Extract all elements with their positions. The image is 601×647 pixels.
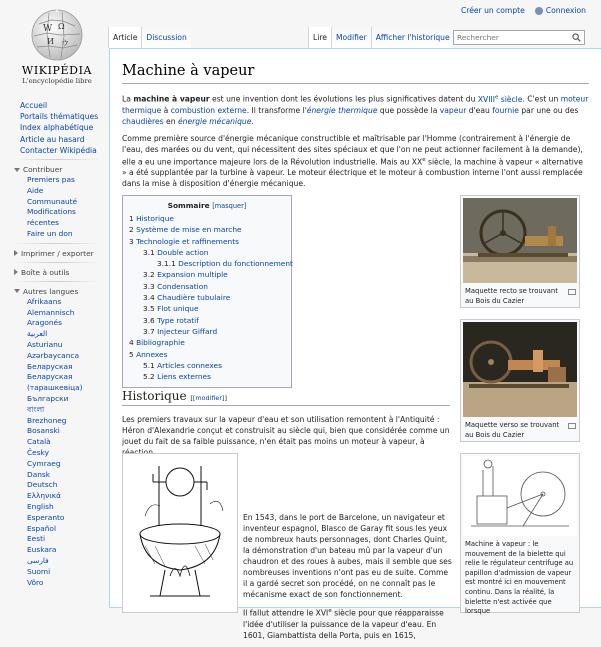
logo-wordmark: WIKIPÉDIA [21, 64, 93, 77]
personal-tools [461, 6, 586, 15]
sidebar [0, 100, 110, 588]
toc-entry[interactable] [129, 371, 285, 382]
portal-header-contribute[interactable] [0, 164, 110, 175]
aeolipile-illustration [125, 456, 235, 606]
toc-number: 5.2 [143, 372, 158, 382]
thumbnail-animation[interactable] [460, 453, 580, 616]
sidebar-language-link[interactable]: Võro [27, 577, 44, 587]
steam-engine-diagram [463, 456, 577, 536]
intro-paragraph-2: Comme première source d'énergie mécanique constructible et maîtrisable par l'Homme (contrairement à l'énergie de l'eau, des marées ou du vent, qui nécessitent des sites spéciaux et que l'on ne peut actionner facilement à la demande), elle a eu une importance majeure lors de la Révolution industrielle. Mais au XXe siècle, la machine à vapeur « alternative » a été supplantée par la turbine à vapeur. Le moteur électrique et le moteur à combustion interne l'ont aussi remplacée dans la mise à disposition d'énergie mécanique. [122, 133, 583, 189]
search-icon[interactable] [572, 33, 581, 42]
user-icon [535, 7, 543, 15]
sidebar-language-link[interactable]: Asturianu [27, 339, 63, 349]
tab-discussion-label: Discussion [146, 33, 187, 42]
sidebar-language-link[interactable]: Česky [27, 447, 49, 457]
svg-text:W: W [43, 24, 53, 34]
energie-mecanique-link[interactable]: énergie mécanique [177, 116, 252, 126]
sidebar-contribute-link[interactable]: Aide [27, 185, 44, 195]
svg-text:И: И [47, 37, 54, 46]
portal-label: Autres langues [23, 286, 79, 296]
sidebar-language-link[interactable]: العربية [27, 329, 48, 339]
sidebar-language-link[interactable]: Eesti [27, 534, 46, 544]
sidebar-language-link[interactable]: Беларуская [27, 361, 73, 371]
wikipedia-logo[interactable] [12, 6, 102, 85]
sidebar-language-link[interactable]: Alemannisch [27, 307, 75, 317]
history-body [243, 512, 453, 647]
sidebar-language-link[interactable]: Bosanski [27, 426, 60, 436]
sidebar-language-link[interactable]: Brezhoneg [27, 415, 67, 425]
expanded-chevron-icon [14, 289, 20, 293]
sidebar-contribute-link[interactable]: Faire un don [27, 229, 73, 238]
tab-article[interactable] [108, 27, 141, 48]
sidebar-nav-link[interactable]: Contacter Wikipédia [20, 145, 97, 155]
sidebar-language-link[interactable]: Dansk [27, 469, 51, 479]
wikipedia-globe-icon [29, 6, 85, 62]
heron-figure[interactable] [122, 453, 238, 613]
table-of-contents [122, 195, 292, 388]
sidebar-divider [14, 243, 100, 244]
toc-entry[interactable] [129, 269, 285, 280]
century-link[interactable]: XVIIIe siècle [477, 94, 523, 104]
toc-link[interactable]: Double action [157, 247, 209, 257]
toc-header [129, 201, 285, 210]
sidebar-divider [14, 159, 100, 160]
energie-thermique-link[interactable]: énergie thermique [306, 105, 378, 115]
page-title: Machine à vapeur [122, 63, 589, 84]
sidebar-nav-link[interactable]: Index alphabétique [20, 123, 94, 133]
toc-link[interactable]: Historique [136, 214, 174, 223]
toc-link[interactable]: Expansion multiple [157, 270, 228, 280]
toc-number: 2 [129, 225, 137, 235]
history-paragraph-3: Il fallut attendre le XVIe siècle pour que réapparaisse l'idée d'utiliser la puissance de la vapeur d'eau. En 1601, Giambattista della Porta, puis en 1615, [243, 608, 444, 640]
login-item[interactable] [535, 6, 586, 15]
tab-discussion[interactable] [141, 27, 190, 48]
toc-link[interactable]: Flot unique [157, 304, 199, 314]
toc-number: 3.2 [143, 270, 158, 280]
sidebar-contribute-link[interactable]: Modifications récentes [27, 207, 76, 228]
steam-engine-photo-verso [463, 322, 577, 417]
tab-edit[interactable] [331, 27, 371, 48]
toc-entry[interactable] [129, 258, 293, 269]
search-input[interactable] [457, 33, 569, 42]
sidebar-language-link[interactable]: Български [27, 393, 69, 403]
toc-list [129, 213, 293, 382]
portal-label: Imprimer / exporter [21, 248, 94, 258]
toc-entry[interactable] [129, 315, 285, 326]
sidebar-language-link[interactable]: Esperanto [27, 512, 65, 522]
toc-number: 3.4 [143, 293, 158, 303]
history-paragraph-2: En 1543, dans le port de Barcelone, un navigateur et inventeur espagnol, Blasco de Garay fit sous les yeux de nombreux hauts personnages, dont Charles Quint, la démonstration d'un bateau mû par la vapeur d'un chaudron et des roues à aubes, mais il semble que ses nombreuses inventions n'ont pas eu de suite. Comme il a gardé secret son procédé, on ne connaît pas le mécanisme exact de son fonctionnement. [243, 513, 452, 599]
fournie-link[interactable]: fournie [492, 105, 519, 115]
toc-link[interactable]: Chaudière tubulaire [157, 293, 231, 303]
namespace-tabs [108, 27, 191, 48]
thumbnail-maquette-verso[interactable] [460, 319, 580, 442]
sidebar-language-link[interactable]: فارسی [27, 555, 49, 565]
portal-label: Contribuer [23, 165, 63, 175]
toc-number: 4 [129, 338, 137, 348]
toc-number: 3.3 [143, 281, 158, 291]
toc-link[interactable]: Description du fonctionnement [178, 259, 293, 269]
thumbnail-caption: Maquette recto se trouvant au Bois du Cazier [463, 285, 577, 306]
tab-read[interactable] [308, 27, 331, 48]
tab-edit-label: Modifier [335, 33, 367, 42]
toc-link[interactable]: Liens externes [157, 372, 211, 382]
toc-number: 3.7 [143, 326, 158, 336]
sidebar-language-link[interactable]: English [27, 501, 54, 511]
sidebar-language-link[interactable]: Ελληνικά [27, 491, 61, 501]
toc-link[interactable]: Condensation [157, 281, 208, 291]
toc-number: 5 [129, 349, 137, 359]
toc-number: 3.1.1 [157, 259, 179, 269]
sidebar-navigation [0, 100, 110, 156]
thumbnail-caption: Machine à vapeur : le mouvement de la bielette qui relie le régulateur centrifuge au papillon d'admission de vapeur est montré ici en mouvement continu. Dans la réalité, la bielette n'est activée que lorsque [465, 540, 574, 616]
tab-history-label: Afficher l'historique [375, 33, 450, 42]
moteur-thermique-link[interactable]: moteur thermique [122, 94, 589, 115]
languages-list [0, 297, 110, 589]
toc-entry[interactable] [129, 281, 285, 292]
collapsed-chevron-icon [14, 250, 18, 256]
create-account-link[interactable]: Créer un compte [460, 6, 525, 15]
portal-label: Boîte à outils [21, 267, 70, 277]
toc-entry[interactable] [129, 236, 285, 247]
sidebar-nav-link[interactable]: Accueil [20, 101, 48, 110]
section-title: Historique [122, 389, 187, 403]
enlarge-icon[interactable] [568, 289, 576, 295]
vapeur-link[interactable]: vapeur [439, 105, 467, 115]
expanded-chevron-icon [14, 168, 20, 172]
toc-number: 5.1 [143, 360, 158, 370]
history-section-heading [122, 389, 450, 406]
sidebar-language-link[interactable]: Azərbaycanca [27, 350, 79, 360]
collapsed-chevron-icon [14, 269, 18, 275]
sidebar-language-link[interactable]: Aragonés [27, 318, 62, 328]
toc-entry[interactable] [129, 337, 285, 348]
toc-entry[interactable] [129, 213, 285, 224]
sidebar-language-link[interactable]: Cymraeg [27, 458, 61, 468]
sidebar-contribute-link[interactable]: Premiers pas [27, 175, 75, 185]
toc-entry[interactable] [129, 360, 285, 371]
sidebar-nav-link[interactable]: Portails thématiques [20, 112, 99, 122]
thumbnail-maquette-recto[interactable] [460, 195, 580, 308]
toc-entry[interactable] [129, 292, 285, 303]
portal-header-languages[interactable] [0, 286, 110, 297]
toc-link[interactable]: Technologie et raffinements [136, 236, 239, 246]
toc-number: 1 [129, 214, 137, 223]
sidebar-divider [14, 262, 100, 263]
toc-entry[interactable] [129, 349, 285, 360]
toc-number: 3 [129, 236, 137, 246]
steam-engine-photo [463, 198, 577, 283]
tab-read-label: Lire [313, 33, 327, 42]
sidebar-contribute-link[interactable]: Communauté [27, 196, 78, 206]
login-link[interactable]: Connexion [545, 6, 586, 15]
sidebar-language-link[interactable]: Afrikaans [27, 296, 62, 306]
section-edit-link[interactable]: [[modifier]] [190, 394, 227, 402]
toc-link[interactable]: Injecteur Giffard [157, 326, 218, 336]
toc-entry[interactable] [129, 303, 285, 314]
sidebar-nav-link[interactable]: Article au hasard [20, 134, 85, 144]
sidebar-language-link[interactable]: Euskara [27, 545, 57, 555]
search-box [453, 30, 585, 45]
portal-header-print[interactable] [0, 248, 110, 259]
intro-paragraph: La machine à vapeur est une invention dont les évolutions les plus significatives datent du XVIIIe siècle. C'est un moteur thermique à combustion externe. Il transforme l'énergie thermique que possède la vapeur d'eau fournie par une ou des chaudières en énergie mécanique. [122, 94, 589, 126]
chaudieres-link[interactable]: chaudières [122, 116, 164, 126]
logo-tagline: L'encyclopédie libre [22, 77, 92, 85]
toc-number: 3.5 [143, 304, 158, 314]
history-paragraph-1: Les premiers travaux sur la vapeur d'eau et son utilisation remontent à l'Antiquité : Héron d'Alexandrie conçut et construisit au siècle qui, bien que considérée comme un jouet du fait de sa faible puissance, n'en était pas moins un moteur à vapeur, à [122, 415, 450, 446]
toc-title: Sommaire [167, 201, 210, 210]
tab-article-label: Article [113, 33, 138, 42]
sidebar-language-link[interactable]: Suomi [27, 566, 51, 576]
sidebar-language-link[interactable]: Deutsch [27, 480, 58, 490]
svg-text:Ω: Ω [58, 22, 65, 31]
toc-entry[interactable] [129, 224, 285, 235]
toc-number: 3.1 [143, 247, 158, 257]
toc-entry[interactable] [129, 247, 285, 258]
toc-link[interactable]: Articles connexes [157, 360, 222, 370]
toc-entry[interactable] [129, 326, 285, 337]
combustion-externe-link[interactable]: combustion externe [170, 105, 247, 115]
content-area [109, 48, 601, 640]
toc-number: 3.6 [143, 315, 158, 325]
sidebar-divider [14, 281, 100, 282]
enlarge-icon[interactable] [568, 423, 576, 429]
contribute-list [0, 175, 110, 240]
svg-text:ウ: ウ [61, 39, 69, 48]
toc-link[interactable]: Système de mise en marche [136, 225, 242, 235]
view-tabs [308, 27, 454, 48]
portal-header-tools[interactable] [0, 267, 110, 278]
thumbnail-caption: Maquette verso se trouvant au Bois du Cazier [463, 419, 577, 440]
toc-link[interactable]: Annexes [136, 349, 168, 359]
sidebar-language-link[interactable]: Català [27, 437, 51, 447]
sidebar-language-link[interactable]: বাংলা [27, 404, 45, 414]
tab-history[interactable] [371, 27, 454, 48]
sidebar-language-link[interactable]: Беларуская (тарашкевіца) [27, 372, 83, 393]
toc-link[interactable]: Type rotatif [157, 315, 199, 325]
toc-link[interactable]: Bibliographie [136, 338, 185, 348]
sidebar-language-link[interactable]: Español [27, 523, 56, 533]
toc-hide-toggle[interactable]: [masquer] [212, 202, 247, 210]
